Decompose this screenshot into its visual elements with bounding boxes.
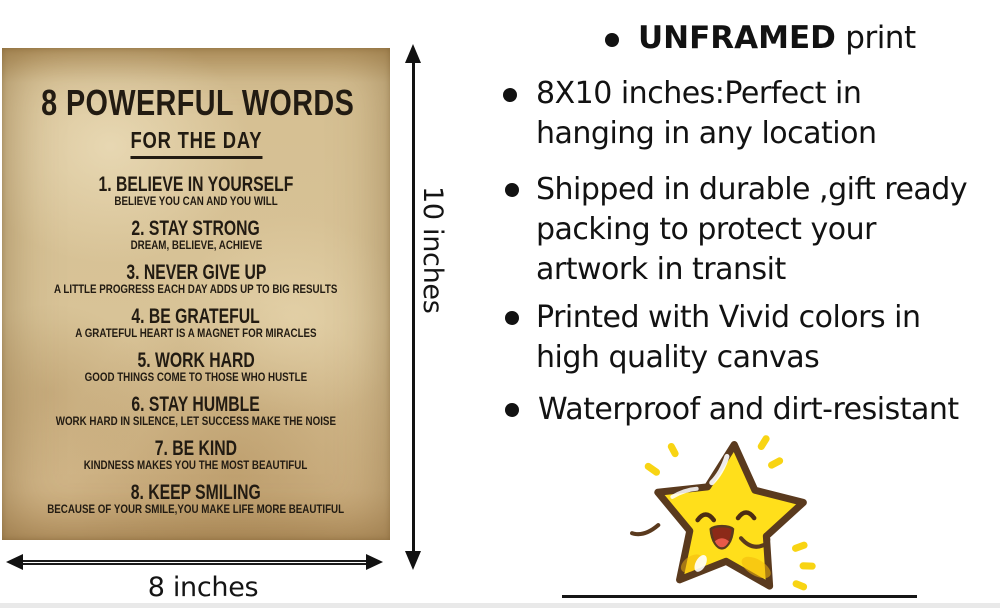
quote-subtext: A LITTLE PROGRESS EACH DAY ADDS UP TO BIG RESULTS [54, 284, 338, 296]
happy-star-icon [628, 434, 845, 596]
height-dimension-label: 10 inches [417, 186, 448, 314]
poster-quote-item [2, 393, 390, 429]
quote-heading: 3. NEVER GIVE UP [125, 261, 267, 284]
feature-print-quality [536, 298, 920, 378]
quote-heading: 1. BELIEVE IN YOURSELF [98, 173, 294, 196]
left-arm [632, 525, 658, 534]
quote-heading: 4. BE GRATEFUL [131, 305, 261, 328]
feature-line: packing to protect your [536, 212, 876, 247]
feature-line: 8X10 inches:Perfect in [536, 76, 862, 111]
feature-line: Printed with Vivid colors in [536, 300, 921, 335]
height-arrow-line [412, 60, 415, 554]
star-body [658, 445, 804, 587]
width-arrow-line [22, 560, 368, 565]
feature-line: artwork in transit [536, 252, 786, 287]
quote-subtext: KINDNESS MAKES YOU THE MOST BEAUTIFUL [84, 460, 308, 472]
quote-subtext: A GRATEFUL HEART IS A MAGNET FOR MIRACLES [75, 328, 317, 340]
width-dimension-label: 8 inches [147, 572, 259, 603]
bullet-dot-icon [505, 311, 519, 325]
feature-line: hanging in any location [536, 116, 877, 151]
feature-size [536, 74, 877, 154]
quote-subtext: GOOD THINGS COME TO THOSE WHO HUSTLE [84, 372, 308, 384]
feature-line: high quality canvas [536, 340, 820, 375]
arrow-up-icon [405, 44, 421, 63]
feature-waterproof [538, 390, 959, 430]
poster-title [2, 82, 390, 124]
bullet-dot-icon [503, 88, 517, 102]
bullet-dot-icon [505, 183, 519, 197]
quote-heading: 8. KEEP SMILING [130, 481, 262, 504]
quote-subtext: DREAM, BELIEVE, ACHIEVE [130, 240, 262, 252]
poster-quote-item [2, 173, 390, 209]
arrow-right-icon [366, 554, 383, 570]
feature-unframed [638, 18, 916, 58]
feature-shipping [536, 170, 967, 290]
poster-quote-item [2, 261, 390, 297]
feature-unframed-rest: print [835, 20, 916, 56]
poster-quote-item [2, 349, 390, 385]
quote-heading: 5. WORK HARD [137, 349, 255, 372]
poster-subtitle-text: FOR THE DAY [130, 127, 262, 159]
bullet-dot-icon [605, 33, 619, 47]
bottom-edge-strip [0, 603, 1000, 608]
poster-subtitle [2, 127, 390, 159]
poster-quote-item [2, 217, 390, 253]
poster-quote-list [2, 173, 390, 517]
quote-subtext: BELIEVE YOU CAN AND YOU WILL [114, 196, 278, 208]
quote-subtext: WORK HARD IN SILENCE, LET SUCCESS MAKE THE NOISE [55, 416, 337, 428]
feature-line: Waterproof and dirt-resistant [538, 392, 959, 427]
poster-artwork [2, 48, 390, 540]
poster-quote-item [2, 437, 390, 473]
arrow-down-icon [405, 551, 421, 570]
arrow-left-icon [6, 554, 23, 570]
quote-heading: 2. STAY STRONG [131, 217, 261, 240]
bullet-dot-icon [505, 403, 519, 417]
quote-heading: 6. STAY HUMBLE [131, 393, 261, 416]
poster-title-text: 8 POWERFUL WORDS [41, 82, 355, 123]
feature-unframed-bold: UNFRAMED [638, 20, 836, 56]
poster-quote-item [2, 481, 390, 517]
poster-quote-item [2, 305, 390, 341]
quote-heading: 7. BE KIND [154, 437, 238, 460]
quote-subtext: BECAUSE OF YOUR SMILE,YOU MAKE LIFE MORE BEAUTIFUL [47, 504, 345, 516]
feature-line: Shipped in durable ,gift ready [536, 172, 968, 207]
underline-divider [562, 595, 917, 598]
